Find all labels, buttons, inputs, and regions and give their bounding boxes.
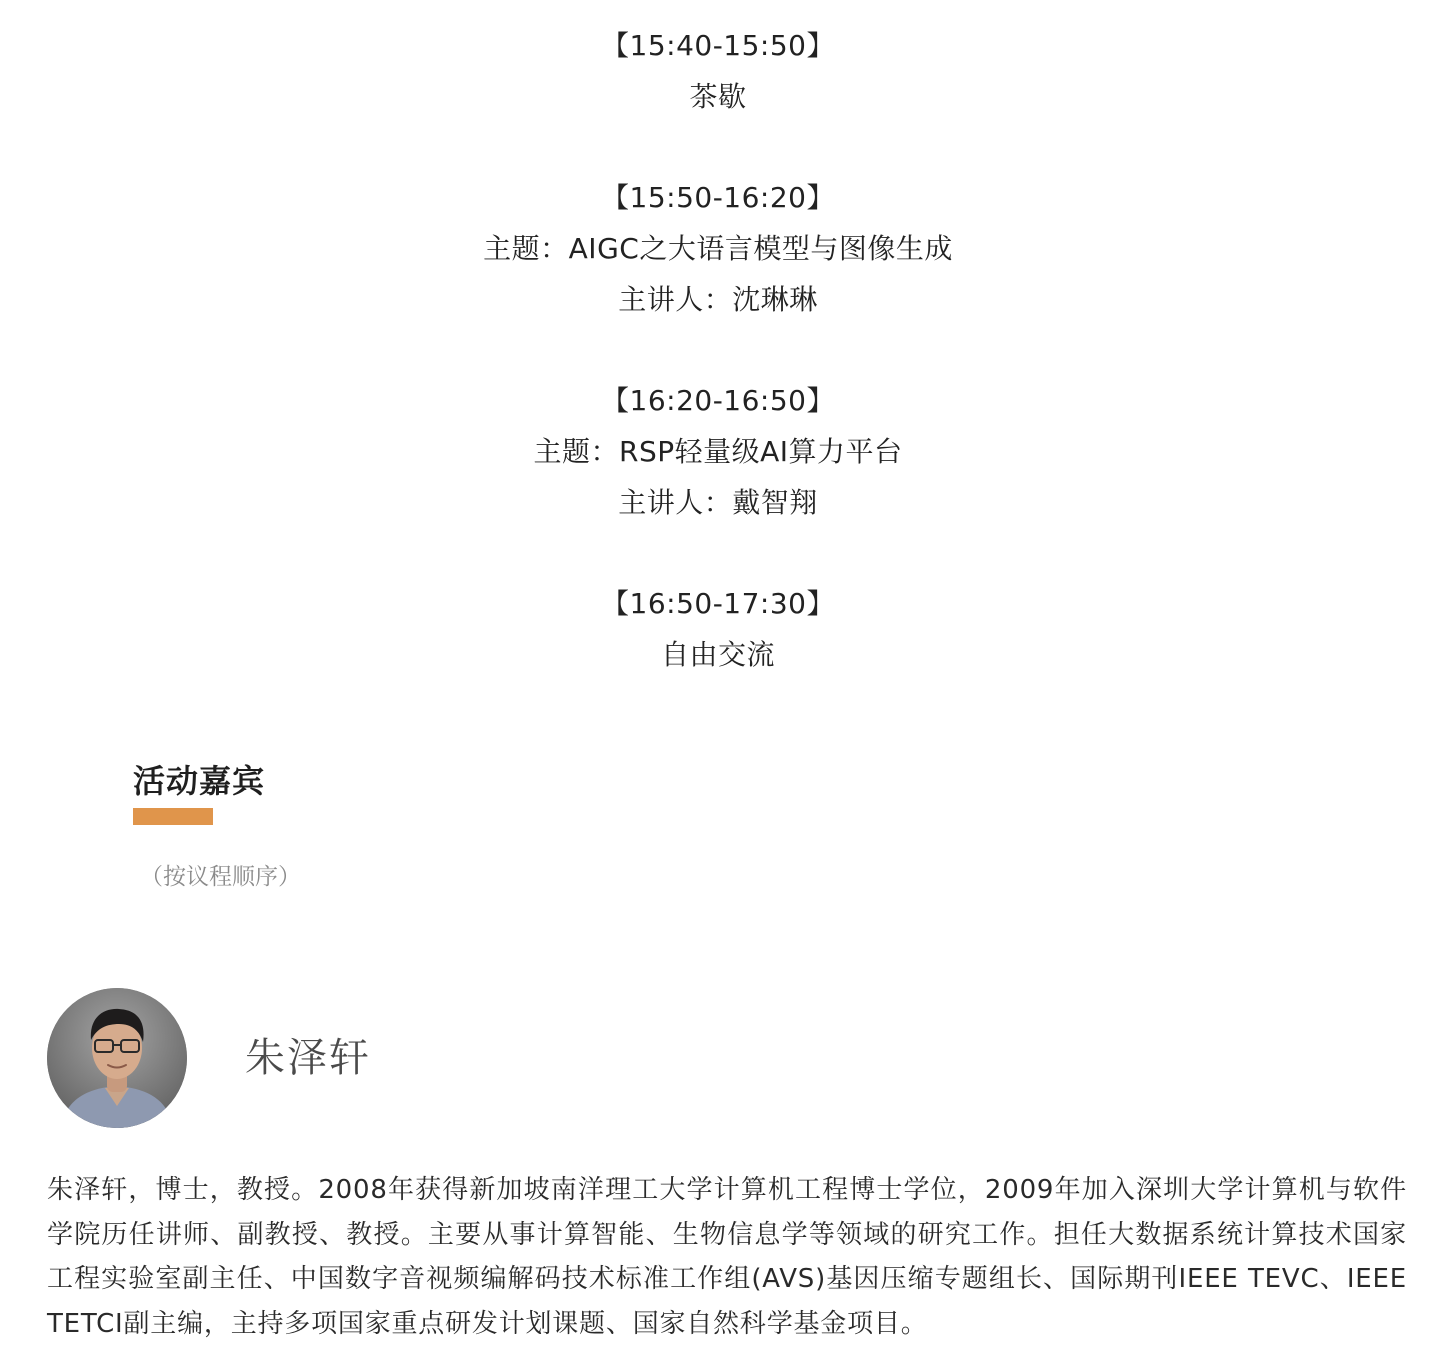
- agenda-item-talk-2: [0, 375, 1436, 528]
- agenda-topic: 主题：RSP轻量级AI算力平台: [533, 435, 903, 468]
- section-note: （按议程顺序）: [140, 864, 301, 890]
- agenda-topic: 主题：AIGC之大语言模型与图像生成: [483, 232, 953, 265]
- section-title-underline: [133, 808, 213, 825]
- agenda-time: 【16:20-16:50】: [601, 384, 835, 417]
- agenda-item-talk-1: [0, 172, 1436, 325]
- person-portrait-icon: [47, 988, 187, 1128]
- agenda-speaker: 主讲人：戴智翔: [618, 486, 818, 519]
- agenda-item-break: [0, 20, 1436, 122]
- avatar: [47, 988, 187, 1128]
- guest-bio: 朱泽轩，博士，教授。2008年获得新加坡南洋理工大学计算机工程博士学位，2009年加入深圳大学计算机与软件学院历任讲师、副教授、教授。主要从事计算智能、生物信息学等领域的研究工作。担任大数据系统计算技术国家工程实验室副主任、中国数字音视频编解码技术标准工作组(AVS)基因压缩专题组长、国际期刊IEEE TEVC、IEEE TETCI副主编，主持多项国家重点研发计划课题、国家自然科学基金项目。: [47, 1175, 1407, 1339]
- agenda-activity: 茶歇: [689, 80, 747, 113]
- guest-name: 朱泽轩: [245, 1035, 371, 1081]
- agenda-schedule: [0, 20, 1436, 680]
- agenda-time: 【16:50-17:30】: [601, 587, 835, 620]
- agenda-activity: 自由交流: [660, 638, 775, 671]
- agenda-time: 【15:40-15:50】: [601, 29, 835, 62]
- agenda-speaker: 主讲人：沈琳琳: [618, 283, 818, 316]
- agenda-item-free-exchange: [0, 578, 1436, 680]
- section-title: 活动嘉宾: [133, 762, 266, 800]
- agenda-time: 【15:50-16:20】: [601, 181, 835, 214]
